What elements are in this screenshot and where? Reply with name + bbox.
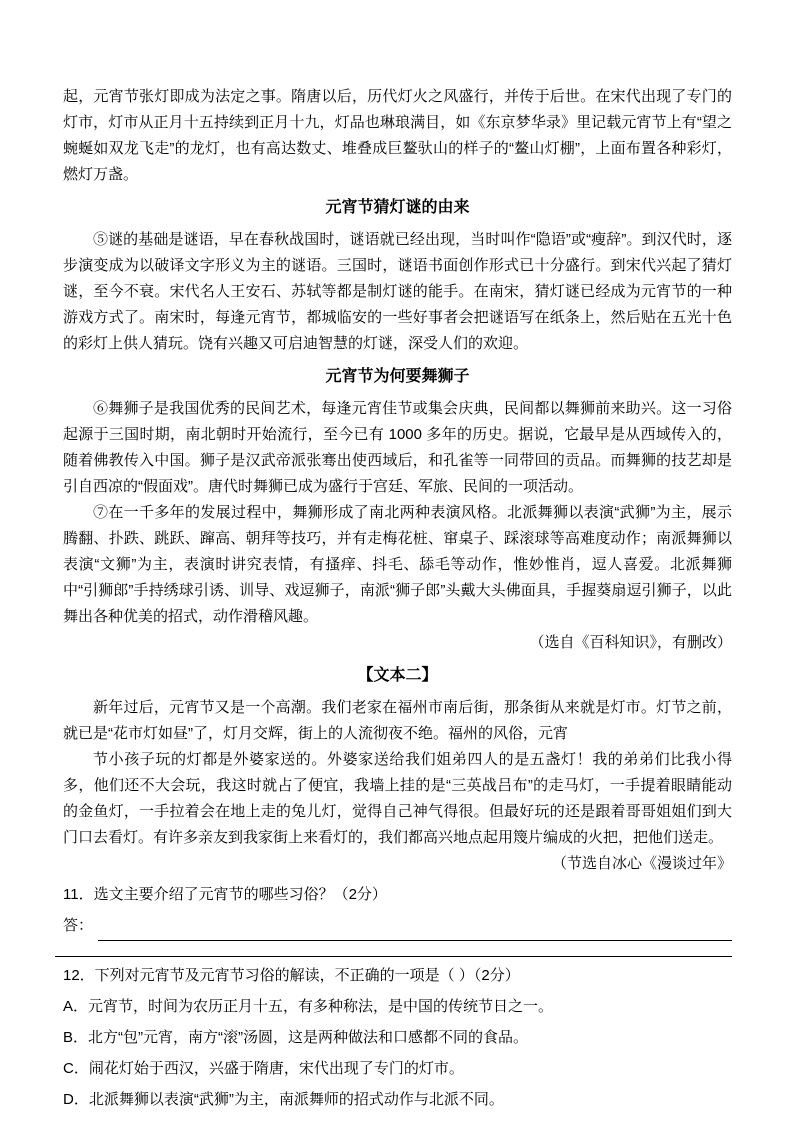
passage-paragraph-5: ⑤谜的基础是谜语，早在春秋战国时，谜语就已经出现，当时叫作“隐语”或“瘦辞”。到汉代时，逐步演变成为以破译文字形义为主的谜语。三国时，谜语书面创作形式已十分盛行。到宋代兴起了猜灯谜，至今不衰。宋代名人王安石、苏轼等都是制灯谜的能手。在南宋，猜灯谜已经成为元宵节的一种游戏方式了。南宋时，每逢元宵节，都城临安的一些好事者会把谜语写在纸条上，然后贴在五光十色的彩灯上供人猜玩。饶有兴趣又可启迪智慧的灯谜，深受人们的欢迎。	[63, 231, 732, 352]
answer-prefix-label: 答：	[63, 917, 94, 934]
question-11-answer-row	[63, 910, 732, 941]
passage-two-source-attribution: （节选自冰心《漫谈过年》	[551, 855, 732, 872]
question-12-option-d: D．北派舞狮以表演“武狮”为主，南派舞师的招式动作与北派不同。	[63, 1091, 504, 1108]
passage-one-source-attribution: （选自《百科知识》，有删改）	[529, 634, 732, 651]
passage-continuation-paragraph: 起，元宵节张灯即成为法定之事。隋唐以后，历代灯火之风盛行，并传于后世。在宋代出现了专门的灯市，灯市从正月十五持续到正月十九，灯品也琳琅满目，如《东京梦华录》里记载元宵节上有“望之蜿蜒如双龙飞走”的龙灯，也有高达数丈、堆叠成巨鳌驮山的样子的“鳌山灯棚”，上面布置各种彩灯，燃灯万盏。	[63, 88, 732, 183]
question-12-label: 12．下列对元宵节及元宵节习俗的解读，不正确的一项是（ ）（2分）	[63, 967, 520, 984]
passage-paragraph-6: ⑥舞狮子是我国优秀的民间艺术，每逢元宵佳节或集会庆典，民间都以舞狮前来助兴。这一习俗起源于三国时期，南北朝时开始流行，至今已有 1000 多年的历史。据说，它最早是从西域传入的，随着佛教传入中国。狮子是汉武帝派张骞出使西域后，和孔雀等一同带回的贡品。而舞狮的技艺却是引自西凉的“假面戏”。唐代时舞狮已成为盛行于宫廷、军旅、民间的一项活动。	[63, 400, 732, 495]
passage-paragraph-7: ⑦在一千多年的发展过程中，舞狮形成了南北两种表演风格。北派舞狮以表演“武狮”为主，展示腾翻、扑跌、跳跃、蹿高、朝拜等技巧，并有走梅花桩、窜桌子、踩滚球等高难度动作；南派舞狮以表演“文狮”为主，表演时讲究表情，有搔痒、抖毛、舔毛等动作，惟妙惟肖，逗人喜爱。北派舞狮中“引狮郎”手持绣球引诱、训导、戏逗狮子，南派“狮子郎”头戴大头佛面具，手握葵扇逗引狮子，以此舞出各种优美的招式，动作滑稽风趣。	[63, 504, 732, 625]
answer-blank-line[interactable]	[98, 915, 732, 941]
passage-two-paragraph-2: 节小孩子玩的灯都是外婆家送的。外婆家送给我们姐弟四人的是五盏灯！我的弟弟们比我小得多，他们还不大会玩，我这时就占了便宜，我墙上挂的是“三英战吕布”的走马灯，一手提着眼睛能动的金鱼灯，一手拉着会在地上走的兔儿灯，觉得自己神气得很。但最好玩的还是跟着哥哥姐姐们到大门口去看灯。有许多亲友到我家街上来看灯的，我们都高兴地点起用篾片编成的火把，把他们送走。	[63, 751, 732, 846]
question-12-option-b: B．北方“包”元宵，南方“滚”汤圆，这是两种做法和口感都不同的食品。	[63, 1029, 528, 1046]
question-11-label: 11．选文主要介绍了元宵节的哪些习俗？（2分）	[63, 886, 387, 903]
section-heading-lion-dance: 元宵节为何要舞狮子	[325, 368, 470, 385]
question-12-option-c: C．闹花灯始于西汉，兴盛于隋唐，宋代出现了专门的灯市。	[63, 1060, 464, 1077]
section-heading-lantern-riddles: 元宵节猜灯谜的由来	[325, 199, 470, 216]
passage-two-paragraph-1: 新年过后，元宵节又是一个高潮。我们老家在福州市南后街，那条街从来就是灯市。灯节之前，就已是“花市灯如昼”了，灯月交辉，街上的人流彻夜不绝。福州的风俗，元宵	[63, 699, 732, 742]
section-divider-line	[55, 956, 732, 957]
question-12-option-a: A．元宵节，时间为农历正月十五，有多种称法，是中国的传统节日之一。	[63, 998, 554, 1015]
section-heading-text-two: 【文本二】	[357, 667, 438, 684]
